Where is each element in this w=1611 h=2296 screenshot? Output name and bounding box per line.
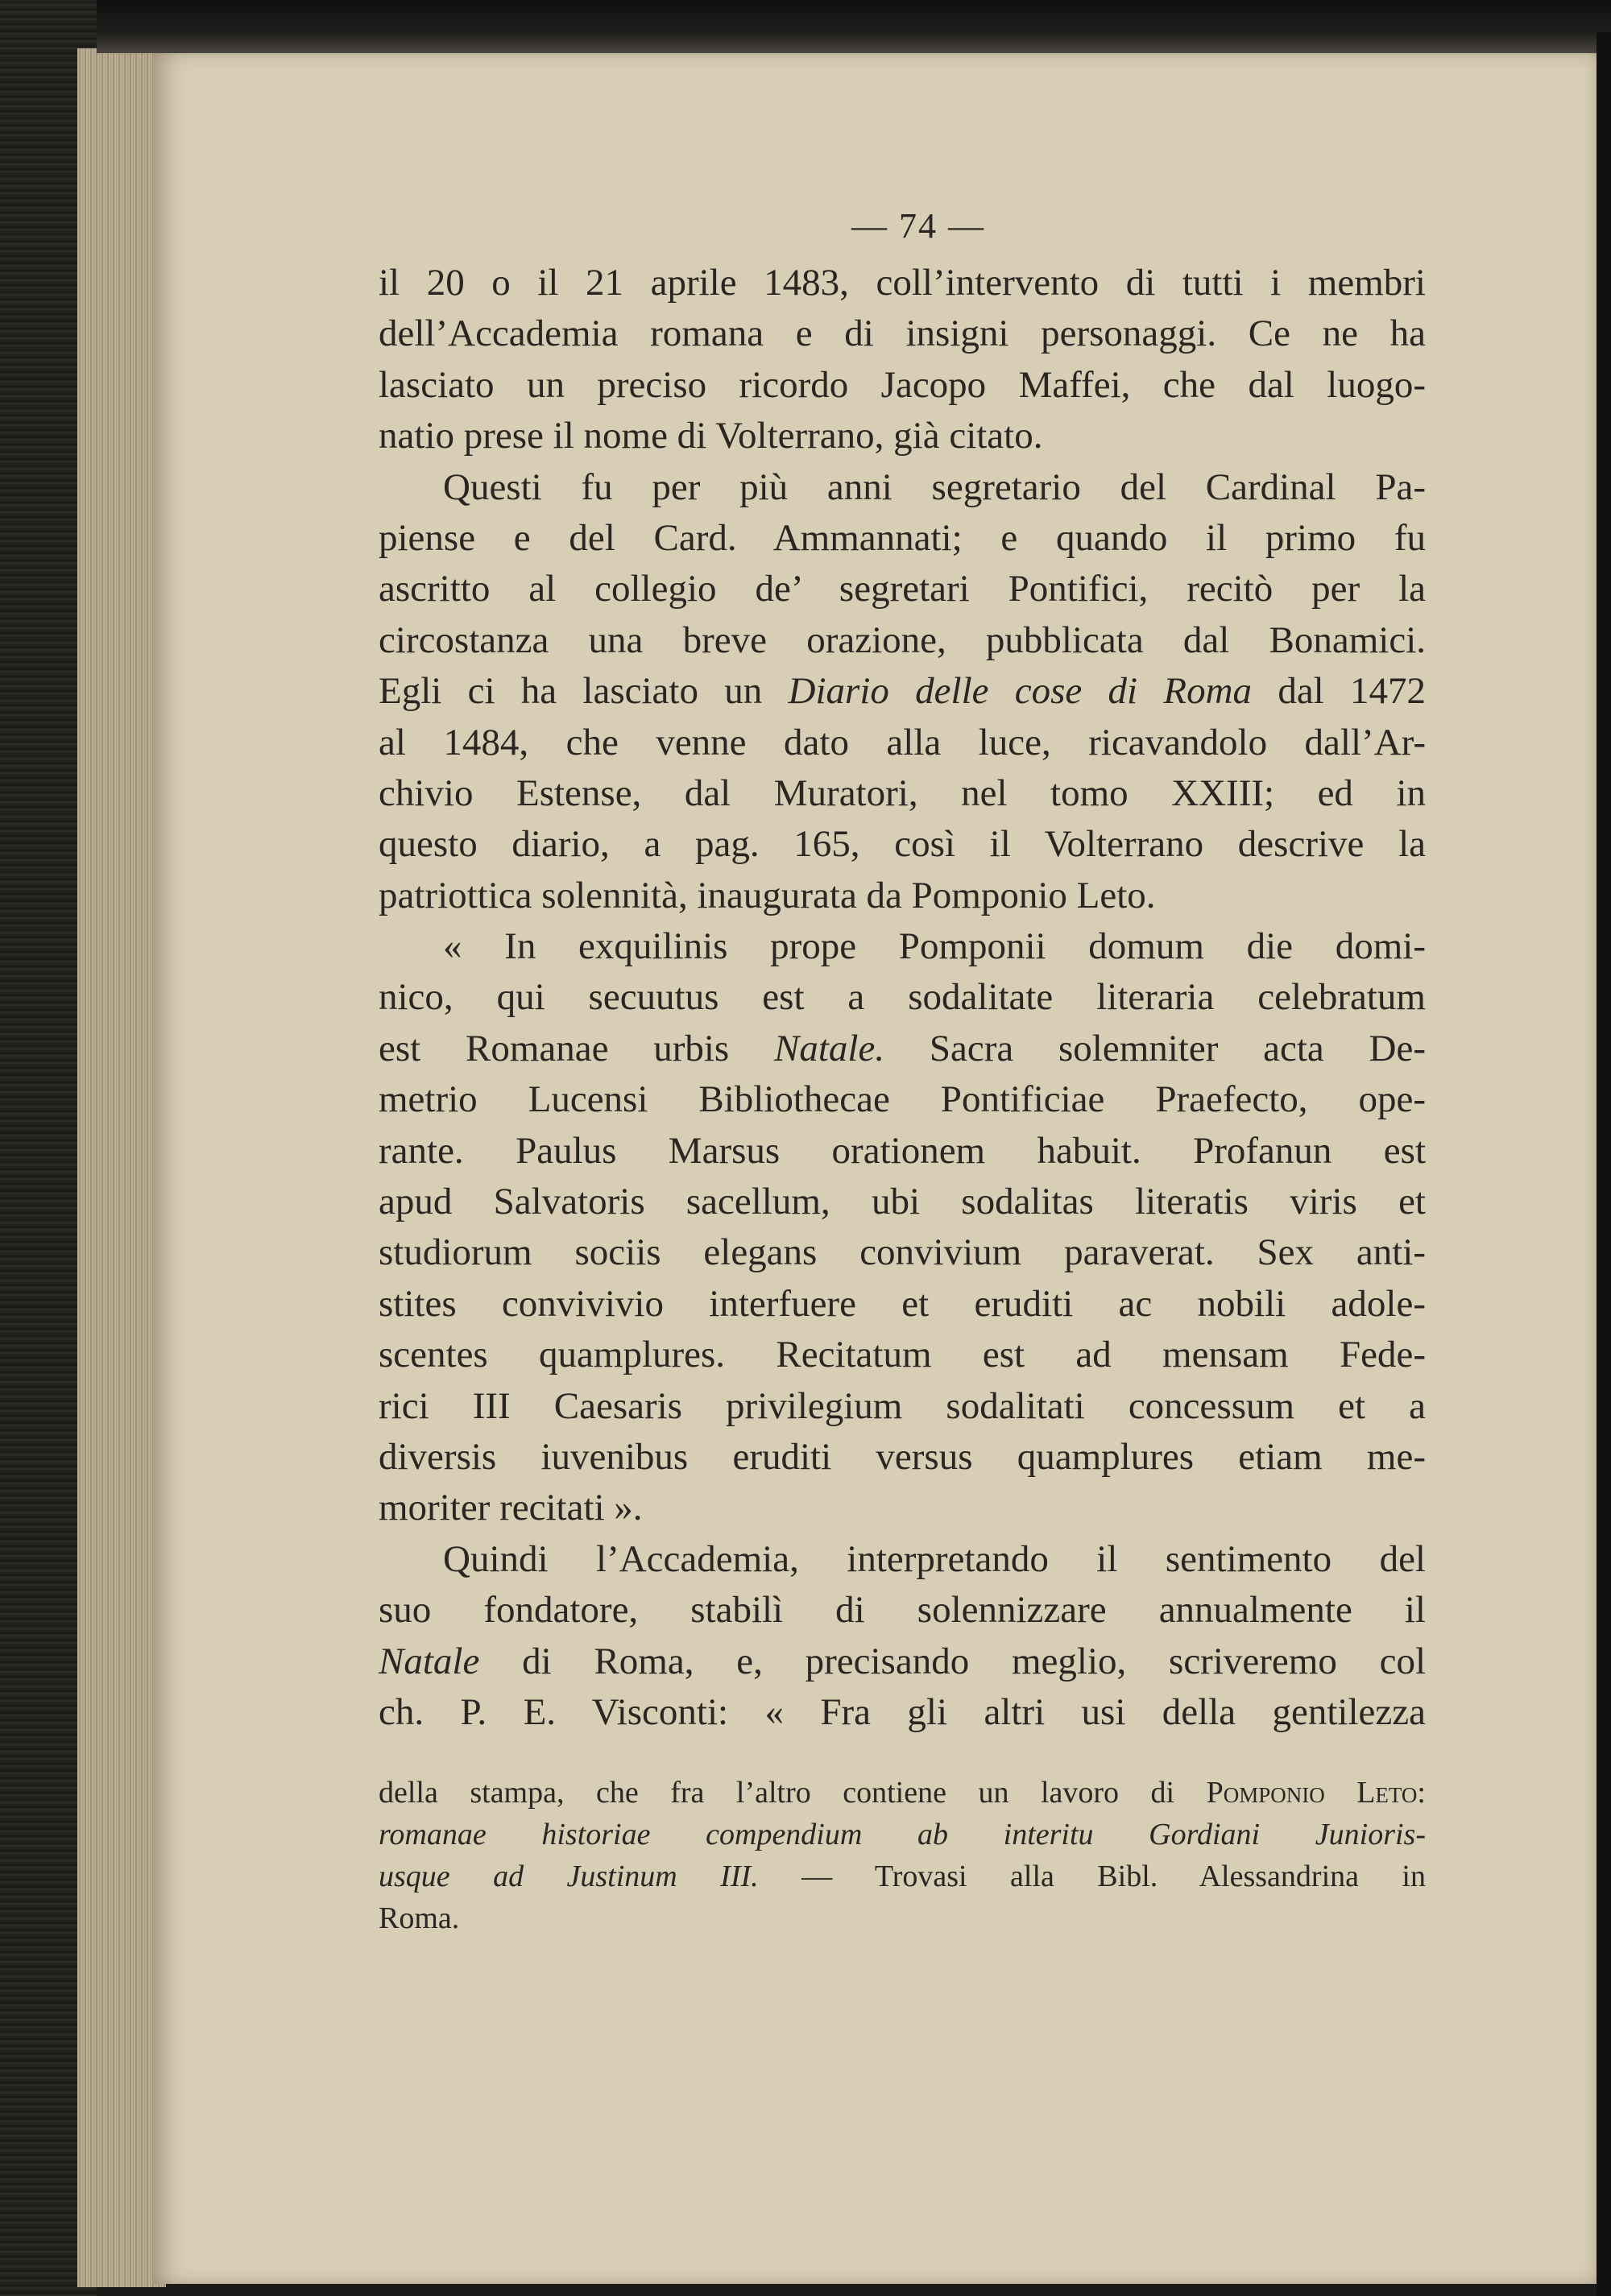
text-line: studiorum sociis elegans convivium paraverat. Sex anti- (379, 1231, 1426, 1274)
text-line: diversis iuvenibus eruditi versus quamplures etiam me- (379, 1435, 1426, 1478)
romanae-urbis: est Romanae urbis (379, 1027, 730, 1069)
footnote-line (379, 1855, 1426, 1897)
diario-years: dal 1472 (1278, 670, 1427, 713)
text-line: rante. Paulus Marsus orationem habuit. Profanun est (379, 1129, 1426, 1172)
text-line: metrio Lucensi Bibliothecae Pontificiae Praefecto, ope- (379, 1078, 1426, 1121)
text-line: suo fondatore, stabilì di solennizzare annualmente il (379, 1589, 1426, 1632)
text-line: rici III Caesaris privilegium sodalitati concessum et a (379, 1384, 1426, 1427)
text-line-diario (379, 666, 1426, 717)
footnote-prefix: della stampa, che fra l’altro contiene un lavoro di (379, 1776, 1175, 1810)
text-line: dell’Accademia romana e di insigni personaggi. Ce ne ha (379, 312, 1426, 355)
text-line: patriottica solennità, inaugurata da Pomponio Leto. (379, 874, 1156, 916)
text-line: apud Salvatoris sacellum, ubi sodalitas literatis viris et (379, 1181, 1426, 1223)
footnote-line (379, 1772, 1426, 1814)
text-line: « In exquilinis prope Pomponii domum die domi- (443, 925, 1426, 968)
text-line: Questi fu per più anni segretario del Cardinal Pa- (443, 465, 1426, 508)
sacra-solemniter: Sacra solemniter acta De- (929, 1027, 1426, 1069)
text-line: il 20 o il 21 aprile 1483, coll’intervento di tutti i membri (379, 262, 1426, 304)
text-line: ch. P. E. Visconti: « Fra gli altri usi della gentilezza (379, 1690, 1426, 1733)
footnote (379, 1772, 1426, 1939)
right-border (1597, 32, 1611, 2296)
text-line-natale (379, 1024, 1426, 1074)
top-shadow (97, 0, 1611, 53)
text-line: ascritto al collegio de’ segretari Pontifici, recitò per la (379, 568, 1426, 610)
text-line: al 1484, che venne dato alla luce, ricavandolo dall’Ar- (379, 721, 1426, 763)
natale-word: Natale (379, 1640, 480, 1682)
text-line: piense e del Card. Ammannati; e quando il primo fu (379, 516, 1426, 559)
footnote-author: Pomponio Leto: (1206, 1776, 1426, 1810)
egli-prefix: Egli ci ha lasciato un (379, 670, 763, 713)
text-line: stites convivivio interfuere et eruditi ac nobili adole- (379, 1282, 1426, 1325)
text-line: chivio Estense, dal Muratori, nel tomo XXIII; ed in (379, 772, 1426, 814)
text-line: scentes quamplures. Recitatum est ad mensam Fede- (379, 1334, 1426, 1376)
footnote-line: Roma. (379, 1901, 460, 1935)
text-line: nico, qui secuutus est a sodalitate literaria celebratum (379, 976, 1426, 1019)
page-number: — 74 — (851, 206, 985, 246)
text-line: lasciato un preciso ricordo Jacopo Maffei, che dal luogo- (379, 363, 1426, 406)
text-line: natio prese il nome di Volterrano, già citato. (379, 415, 1043, 457)
footnote-italic: usque ad Justinum III. (379, 1860, 759, 1893)
diario-title: Diario delle cose di Roma (788, 670, 1253, 713)
text-line: Quindi l’Accademia, interpretando il sentimento del (443, 1537, 1426, 1580)
text-line: circostanza una breve orazione, pubblicata dal Bonamici. (379, 618, 1426, 661)
natale-italic: Natale. (774, 1027, 885, 1069)
text-line-natale-roma (379, 1636, 1426, 1687)
text-line: questo diario, a pag. 165, così il Volterrano descrive la (379, 823, 1426, 866)
body-text (379, 258, 1426, 1738)
text-line: moriter recitati ». (379, 1487, 643, 1529)
di-roma: di Roma, e, precisando meglio, scriveremo col (522, 1640, 1427, 1682)
footnote-line: romanae historiae compendium ab interitu Gordiani Junioris- (379, 1818, 1426, 1851)
footnote-rest: — Trovasi alla Bibl. Alessandrina in (801, 1860, 1426, 1893)
